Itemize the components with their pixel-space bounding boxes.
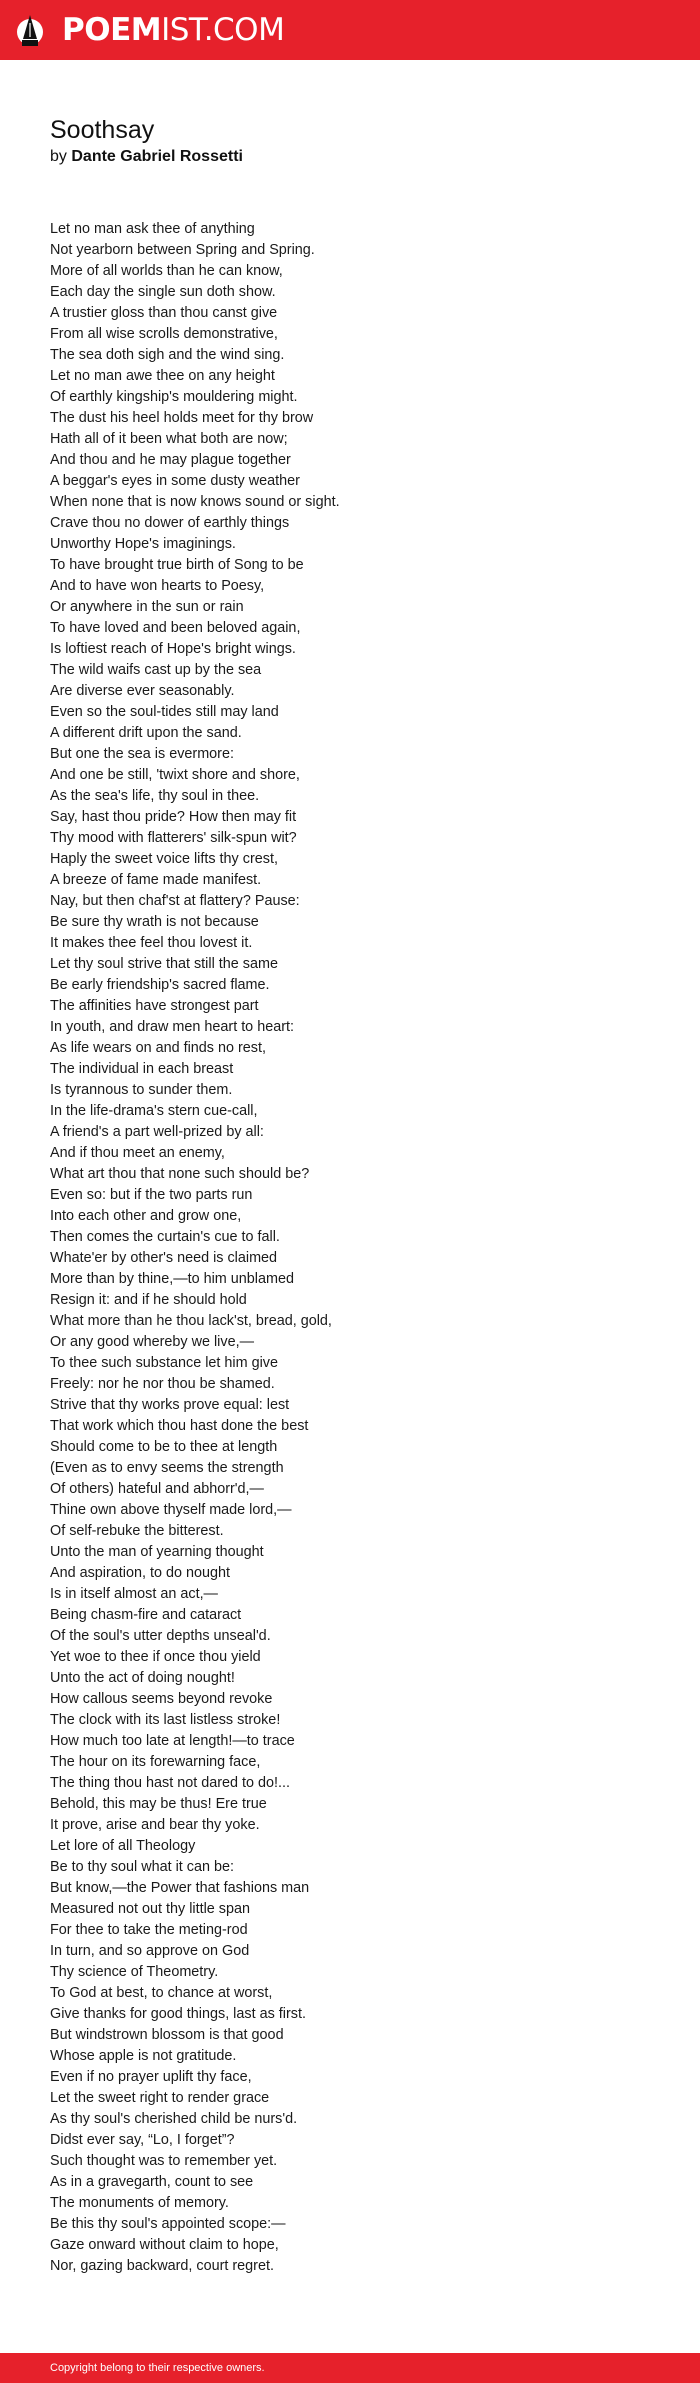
poem-line: The affinities have strongest part [50, 998, 259, 1014]
poem-line: Be sure thy wrath is not because [50, 914, 259, 930]
poem-line: Being chasm-fire and cataract [50, 1607, 242, 1623]
logo-bold-text: POEM [62, 12, 162, 48]
poem-line: And to have won hearts to Poesy, [50, 578, 265, 594]
poem-line: Measured not out thy little span [50, 1901, 250, 1917]
poem-line: Freely: nor he nor thou be shamed. [50, 1376, 275, 1392]
poem-line: To have brought true birth of Song to be [50, 557, 304, 573]
poem-line: Of earthly kingship's mouldering might. [50, 389, 298, 405]
poem-line: A friend's a part well-prized by all: [50, 1124, 264, 1140]
poem-line: In youth, and draw men heart to heart: [50, 1019, 294, 1035]
poem-line: To God at best, to chance at worst, [50, 1985, 273, 2001]
site-footer [0, 2353, 700, 2383]
poem-title: Soothsay [50, 116, 155, 144]
poem-line: The dust his heel holds meet for thy brow [50, 410, 314, 426]
poem-line: (Even as to envy seems the strength [50, 1460, 284, 1476]
poem-line: It prove, arise and bear thy yoke. [50, 1817, 260, 1833]
poem-line: Of self-rebuke the bitterest. [50, 1523, 224, 1539]
poem-line: Whose apple is not gratitude. [50, 2048, 237, 2064]
poem-line: Even so the soul-tides still may land [50, 704, 279, 720]
poem-line: But windstrown blossom is that good [50, 2027, 284, 2043]
poem-line: Is tyrannous to sunder them. [50, 1082, 233, 1098]
poem-line: To thee such substance let him give [50, 1355, 278, 1371]
poem-line: That work which thou hast done the best [50, 1418, 309, 1434]
poem-line: From all wise scrolls demonstrative, [50, 326, 278, 342]
poem-line: Give thanks for good things, last as first. [50, 2006, 306, 2022]
poem-line: Or any good whereby we live,— [50, 1334, 254, 1350]
poem-line: Or anywhere in the sun or rain [50, 599, 244, 615]
poem-line: The wild waifs cast up by the sea [50, 662, 262, 678]
poem-line: When none that is now knows sound or sight. [50, 494, 340, 510]
poem-line: Say, hast thou pride? How then may fit [50, 809, 297, 825]
poem-line: As thy soul's cherished child be nurs'd. [50, 2111, 298, 2127]
poem-line: Should come to be to thee at length [50, 1439, 278, 1455]
poem-line: The clock with its last listless stroke! [50, 1712, 281, 1728]
poem-line: Unto the act of doing nought! [50, 1670, 235, 1686]
poem-line: Nor, gazing backward, court regret. [50, 2258, 274, 2274]
poem-line: Even so: but if the two parts run [50, 1187, 253, 1203]
poem-line: Be this thy soul's appointed scope:— [50, 2216, 286, 2232]
poem-line: Thine own above thyself made lord,— [50, 1502, 292, 1518]
poem-line: In the life-drama's stern cue-call, [50, 1103, 258, 1119]
poem-line: And aspiration, to do nought [50, 1565, 231, 1581]
poem-line: The hour on its forewarning face, [50, 1754, 261, 1770]
poem-line: Of the soul's utter depths unseal'd. [50, 1628, 271, 1644]
poem-line: Let no man awe thee on any height [50, 368, 275, 384]
poem-line: The monuments of memory. [50, 2195, 229, 2211]
poem-line: The individual in each breast [50, 1061, 234, 1077]
site-header [0, 0, 700, 60]
poem-line: Nay, but then chaf'st at flattery? Pause: [50, 893, 300, 909]
poem-line: As the sea's life, thy soul in thee. [50, 788, 260, 804]
poem-line: Let the sweet right to render grace [50, 2090, 270, 2106]
poem-line: Whate'er by other's need is claimed [50, 1250, 278, 1266]
poem-line: A breeze of fame made manifest. [50, 872, 262, 888]
poem-line: More of all worlds than he can know, [50, 263, 283, 279]
poem-line: How much too late at length!—to trace [50, 1733, 295, 1749]
poem-line: Thy science of Theometry. [50, 1964, 219, 1980]
poem-line: Crave thou no dower of earthly things [50, 515, 290, 531]
poem-line: Behold, this may be thus! Ere true [50, 1796, 267, 1812]
poem-line: Thy mood with flatterers' silk-spun wit? [50, 830, 297, 846]
poem-line: Didst ever say, “Lo, I forget”? [50, 2132, 235, 2148]
poem-line: Of others) hateful and abhorr'd,— [50, 1481, 264, 1497]
poem-line: Haply the sweet voice lifts thy crest, [50, 851, 278, 867]
by-label: by [50, 148, 67, 165]
pen-nib-icon[interactable] [16, 9, 44, 51]
poem-line: And thou and he may plague together [50, 452, 291, 468]
poem-line: Resign it: and if he should hold [50, 1292, 247, 1308]
poem-line: As life wears on and finds no rest, [50, 1040, 266, 1056]
poem-line: But know,—the Power that fashions man [50, 1880, 310, 1896]
poem-line: Hath all of it been what both are now; [50, 431, 288, 447]
poem-line: But one the sea is evermore: [50, 746, 234, 762]
logo-light-text: IST.COM [161, 12, 285, 48]
poem-byline [50, 146, 243, 168]
poem-line: Gaze onward without claim to hope, [50, 2237, 279, 2253]
poem-line: Let thy soul strive that still the same [50, 956, 278, 972]
poem-line: It makes thee feel thou lovest it. [50, 935, 253, 951]
poem-line: Not yearborn between Spring and Spring. [50, 242, 315, 258]
poem-line: And one be still, 'twixt shore and shore, [50, 767, 300, 783]
poem-body [50, 219, 650, 2277]
poem-line: The sea doth sigh and the wind sing. [50, 347, 285, 363]
poem-line: Such thought was to remember yet. [50, 2153, 278, 2169]
poem-line: A different drift upon the sand. [50, 725, 242, 741]
copyright-text: Copyright belong to their respective owners. [50, 2362, 265, 2374]
poem-line: For thee to take the meting-rod [50, 1922, 248, 1938]
poem-line: Let no man ask thee of anything [50, 221, 255, 237]
poem-line: Unworthy Hope's imaginings. [50, 536, 236, 552]
poem-line: A trustier gloss than thou canst give [50, 305, 278, 321]
poem-line: And if thou meet an enemy, [50, 1145, 225, 1161]
poem-line: Be early friendship's sacred flame. [50, 977, 270, 993]
poem-line: The thing thou hast not dared to do!... [50, 1775, 291, 1791]
poem-line: Let lore of all Theology [50, 1838, 196, 1854]
poem-line: Is in itself almost an act,— [50, 1586, 218, 1602]
poem-line: A beggar's eyes in some dusty weather [50, 473, 300, 489]
author-name[interactable]: Dante Gabriel Rossetti [71, 148, 243, 165]
poem-line: Are diverse ever seasonably. [50, 683, 235, 699]
poem-line: In turn, and so approve on God [50, 1943, 250, 1959]
poem-line: As in a gravegarth, count to see [50, 2174, 254, 2190]
poem-line: Be to thy soul what it can be: [50, 1859, 234, 1875]
poem-line: Is loftiest reach of Hope's bright wings. [50, 641, 296, 657]
poem-line: More than by thine,—to him unblamed [50, 1271, 294, 1287]
poem-line: How callous seems beyond revoke [50, 1691, 273, 1707]
site-logo[interactable] [62, 12, 284, 48]
poem-line: Yet woe to thee if once thou yield [50, 1649, 261, 1665]
poem-line: Then comes the curtain's cue to fall. [50, 1229, 280, 1245]
poem-line: What art thou that none such should be? [50, 1166, 310, 1182]
poem-line: What more than he thou lack'st, bread, gold, [50, 1313, 332, 1329]
poem-line: Even if no prayer uplift thy face, [50, 2069, 252, 2085]
poem-line: Into each other and grow one, [50, 1208, 242, 1224]
poem-line: To have loved and been beloved again, [50, 620, 301, 636]
poem-line: Strive that thy works prove equal: lest [50, 1397, 290, 1413]
poem-line: Unto the man of yearning thought [50, 1544, 264, 1560]
poem-line: Each day the single sun doth show. [50, 284, 276, 300]
